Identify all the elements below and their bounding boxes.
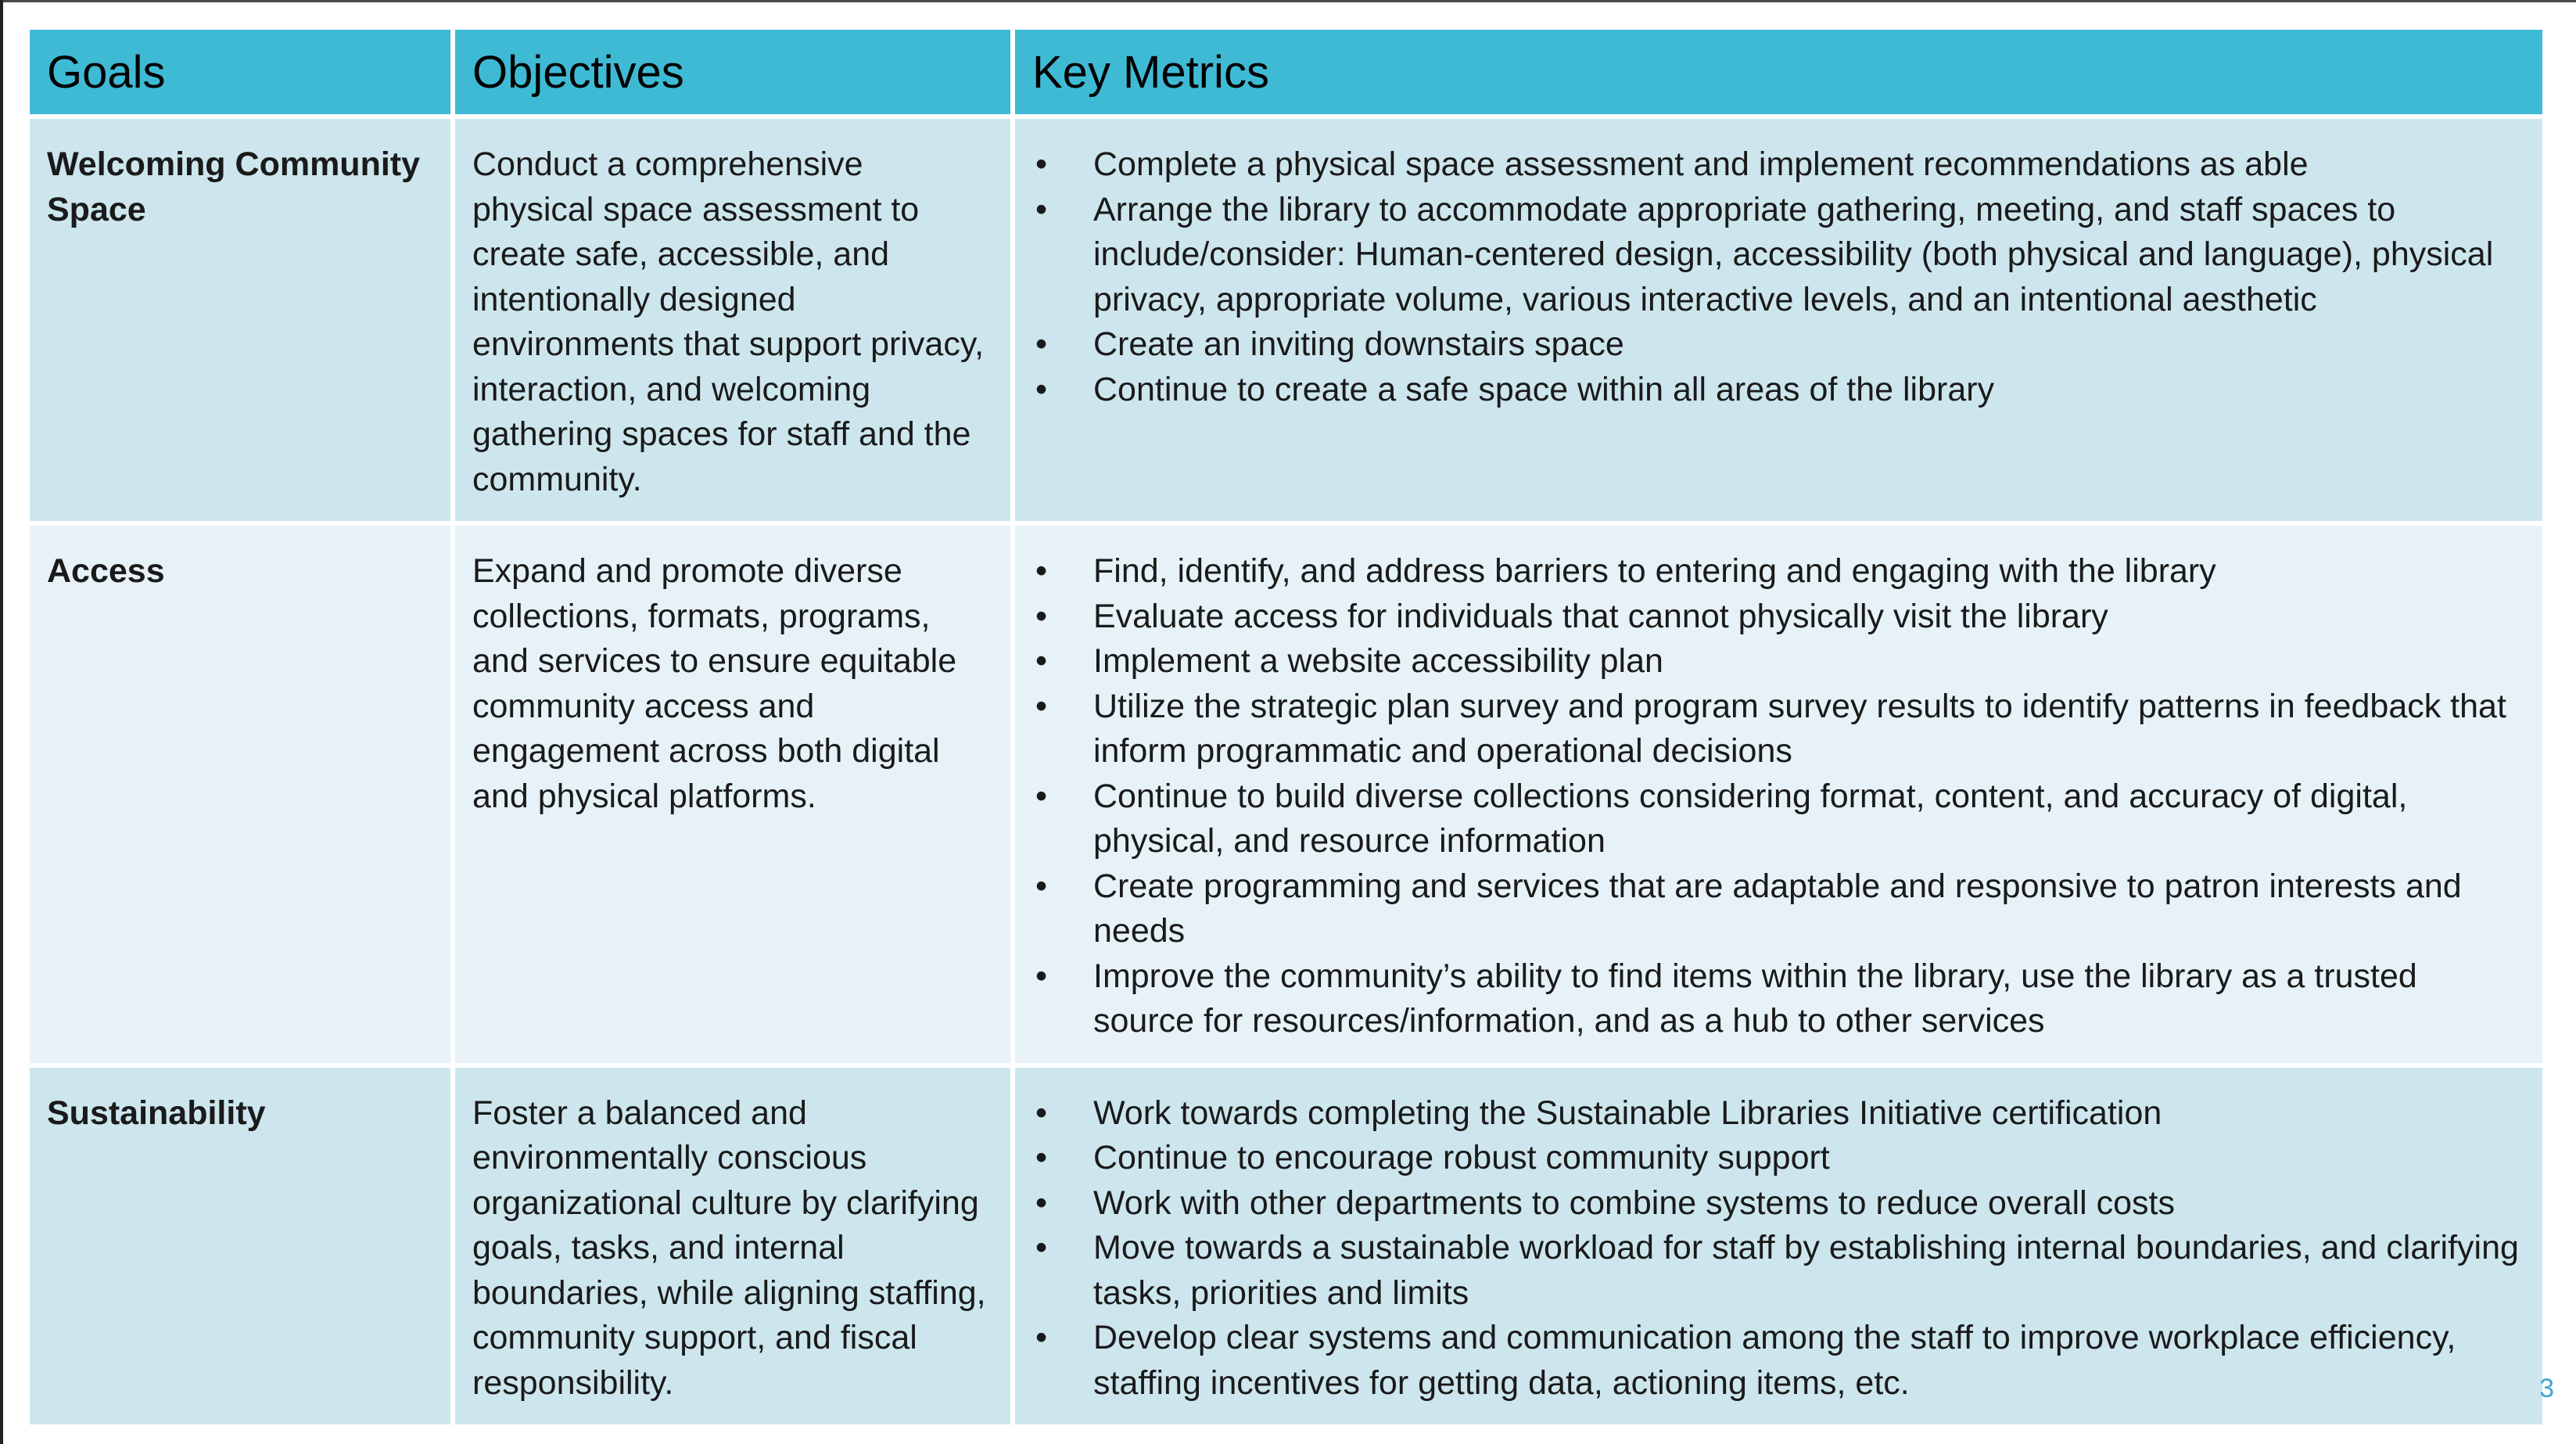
table-header-row — [30, 30, 2542, 114]
list-item: • Create an inviting downstairs space — [1032, 322, 2525, 368]
header-key-metrics: Key Metrics — [1015, 30, 2542, 114]
metrics-cell — [1015, 526, 2542, 1063]
objective-cell: Foster a balanced and environmentally conscious organizational culture by clarifying goals, tasks, and internal boundaries, while aligning staffing, community support, and fiscal responsibility. — [455, 1068, 1010, 1425]
list-item: • Arrange the library to accommodate appropriate gathering, meeting, and staff spaces to include/consider: Human-centered design, accessibility (both physical and language), physical privacy, appropriate volume, various interactive levels, and an intentional aesthetic — [1032, 188, 2525, 323]
header-goals: Goals — [30, 30, 450, 114]
goal-cell: Sustainability — [30, 1068, 450, 1425]
list-item: • Improve the community’s ability to find items within the library, use the library as a trusted source for resources/information, and as a hub to other services — [1032, 954, 2525, 1044]
table-row — [30, 119, 2542, 521]
list-item: • Continue to create a safe space within all areas of the library — [1032, 368, 2525, 413]
list-item: • Develop clear systems and communication among the staff to improve workplace efficiency, staffing incentives for getting data, actioning items, etc. — [1032, 1316, 2525, 1406]
metrics-cell — [1015, 119, 2542, 521]
goal-cell: Welcoming Community Space — [30, 119, 450, 521]
list-item: • Utilize the strategic plan survey and program survey results to identify patterns in feedback that inform programmatic and operational decisions — [1032, 684, 2525, 774]
objective-cell: Conduct a comprehensive physical space assessment to create safe, accessible, and intentionally designed environments that support privacy, interaction, and welcoming gathering spaces for staff and the community. — [455, 119, 1010, 521]
list-item: • Evaluate access for individuals that cannot physically visit the library — [1032, 594, 2525, 640]
goals-table — [25, 25, 2547, 1429]
page-number: 3 — [2539, 1374, 2554, 1403]
list-item: • Complete a physical space assessment and implement recommendations as able — [1032, 142, 2525, 188]
table-row — [30, 526, 2542, 1063]
list-item: • Implement a website accessibility plan — [1032, 639, 2525, 684]
list-item: • Move towards a sustainable workload for staff by establishing internal boundaries, and clarifying tasks, priorities and limits — [1032, 1226, 2525, 1316]
window-left-border — [0, 0, 3, 1444]
table-row — [30, 1068, 2542, 1425]
header-objectives: Objectives — [455, 30, 1010, 114]
objective-cell: Expand and promote diverse collections, formats, programs, and services to ensure equitable community access and engagement across both digital and physical platforms. — [455, 526, 1010, 1063]
list-item: • Create programming and services that are adaptable and responsive to patron interests and needs — [1032, 864, 2525, 954]
goal-cell: Access — [30, 526, 450, 1063]
metrics-list — [1032, 1091, 2525, 1406]
metrics-list — [1032, 142, 2525, 412]
list-item: • Work with other departments to combine systems to reduce overall costs — [1032, 1181, 2525, 1227]
list-item: • Continue to build diverse collections considering format, content, and accuracy of digital, physical, and resource information — [1032, 774, 2525, 864]
list-item: • Find, identify, and address barriers to entering and engaging with the library — [1032, 549, 2525, 594]
list-item: • Work towards completing the Sustainable Libraries Initiative certification — [1032, 1091, 2525, 1137]
metrics-cell — [1015, 1068, 2542, 1425]
metrics-list — [1032, 549, 2525, 1044]
window-top-border — [0, 0, 2576, 2]
list-item: • Continue to encourage robust community support — [1032, 1136, 2525, 1181]
